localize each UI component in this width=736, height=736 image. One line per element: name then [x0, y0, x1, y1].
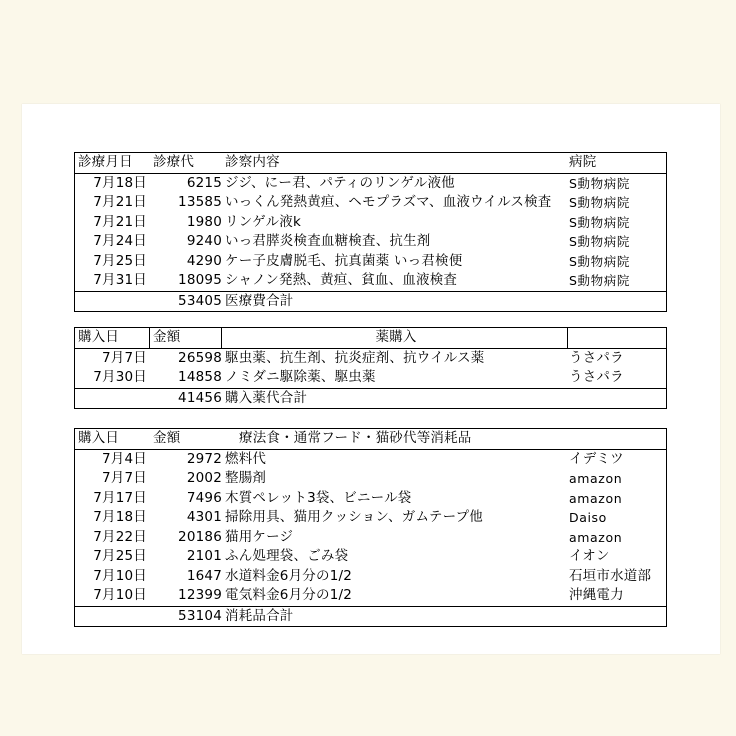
row-shop: amazon: [569, 529, 623, 545]
table-row: [75, 450, 666, 470]
row-description: リンゲル液k: [225, 213, 301, 230]
total-label: 消耗品合計: [225, 607, 294, 624]
row-shop: amazon: [569, 471, 623, 486]
row-shop: S動物病院: [569, 253, 630, 269]
header-date: 購入日: [78, 430, 120, 446]
row-description: 水道料金6月分の1/2: [225, 567, 353, 584]
table-row: [75, 567, 666, 587]
row-description: 燃料代: [225, 450, 267, 467]
table-total-row: [75, 388, 666, 408]
header-date: 診療月日: [78, 154, 133, 170]
table-row: [75, 349, 666, 369]
row-amount: 6215: [186, 174, 222, 191]
row-description: シャノン発熱、黄疸、貧血、血液検査: [225, 272, 458, 288]
row-date: 7月17日: [93, 489, 147, 506]
row-amount: 4290: [186, 252, 222, 269]
row-description: 駆虫薬、抗生剤、抗炎症剤、抗ウイルス薬: [225, 349, 485, 366]
header-fee: 診療代: [153, 154, 195, 170]
row-shop: イオン: [569, 548, 610, 564]
table-header: [75, 328, 666, 349]
row-shop: S動物病院: [569, 273, 630, 288]
table-total-row: [75, 291, 666, 311]
row-date: 7月25日: [93, 548, 147, 564]
row-description: ふん処理袋、ごみ袋: [225, 548, 349, 564]
row-date: 7月10日: [93, 567, 147, 584]
row-description: ノミダニ駆除薬、駆虫薬: [225, 369, 376, 385]
row-amount: 13585: [178, 194, 222, 210]
row-date: 7月24日: [93, 233, 147, 249]
row-date: 7月31日: [93, 272, 147, 288]
table-row: [75, 469, 666, 489]
row-amount: 1647: [186, 567, 222, 584]
table-row: [75, 528, 666, 548]
row-description: 電気料金6月分の1/2: [225, 587, 353, 603]
row-shop: amazon: [569, 490, 623, 506]
row-shop: 石垣市水道部: [569, 567, 652, 584]
supplies-table: [74, 428, 667, 627]
header-title: 薬購入: [375, 329, 417, 345]
row-date: 7月30日: [93, 369, 147, 385]
header-amount: 金額: [153, 329, 181, 345]
table-header: [75, 429, 666, 450]
table-total-row: [75, 606, 666, 626]
row-shop: S動物病院: [569, 195, 630, 210]
row-description: 整腸剤: [225, 470, 267, 486]
medicine-purchase-table: [74, 327, 667, 409]
row-date: 7月21日: [93, 213, 147, 230]
row-shop: S動物病院: [569, 175, 630, 191]
row-date: 7月25日: [93, 252, 147, 269]
table-header: [75, 153, 666, 174]
table-row: [75, 489, 666, 509]
row-date: 7月4日: [102, 450, 147, 467]
row-amount: 20186: [178, 528, 222, 545]
table-row: [75, 213, 666, 233]
table-row: [75, 547, 666, 567]
row-shop: 沖縄電力: [569, 587, 624, 603]
row-amount: 9240: [186, 233, 222, 249]
header-amount: 金額: [153, 430, 181, 446]
row-date: 7月18日: [93, 509, 147, 525]
row-date: 7月7日: [102, 349, 147, 366]
table-row: [75, 174, 666, 194]
total-label: 購入薬代合計: [225, 389, 308, 406]
row-amount: 26598: [178, 349, 222, 366]
row-amount: 12399: [178, 587, 222, 603]
row-amount: 7496: [186, 489, 222, 506]
row-date: 7月21日: [93, 194, 147, 210]
medical-expenses-table: [74, 152, 667, 312]
total-amount: 53104: [178, 607, 222, 624]
table-row: [75, 368, 666, 388]
table-row: [75, 232, 666, 252]
row-description: いっくん発熱黄疸、ヘモプラズマ、血液ウイルス検査: [225, 194, 552, 210]
row-amount: 2101: [186, 548, 222, 564]
row-description: 木質ペレット3袋、ビニール袋: [225, 489, 412, 506]
row-description: ジジ、にー君、パティのリンゲル液他: [225, 174, 455, 191]
header-date: 購入日: [78, 329, 120, 345]
row-date: 7月22日: [93, 528, 147, 545]
total-amount: 53405: [178, 292, 222, 309]
table-row: [75, 508, 666, 528]
total-amount: 41456: [178, 389, 222, 406]
header-title: 療法食・通常フード・猫砂代等消耗品: [239, 430, 472, 446]
total-label: 医療費合計: [225, 292, 294, 309]
row-shop: Daiso: [569, 510, 607, 525]
table-row: [75, 193, 666, 213]
table-row: [75, 252, 666, 272]
row-shop: S動物病院: [569, 234, 630, 249]
column-divider: [221, 328, 222, 348]
row-date: 7月18日: [93, 174, 147, 191]
row-amount: 2002: [186, 470, 222, 486]
column-divider: [149, 328, 150, 348]
row-description: 猫用ケージ: [225, 528, 294, 545]
row-amount: 2972: [186, 450, 222, 467]
row-amount: 18095: [178, 272, 222, 288]
row-amount: 4301: [186, 509, 222, 525]
row-amount: 1980: [186, 213, 222, 230]
table-row: [75, 586, 666, 606]
row-date: 7月7日: [102, 470, 147, 486]
row-shop: うさパラ: [569, 349, 624, 366]
header-content: 診察内容: [225, 154, 280, 170]
row-amount: 14858: [178, 369, 222, 385]
row-description: 掃除用具、猫用クッション、ガムテープ他: [225, 509, 484, 525]
header-hospital: 病院: [569, 154, 597, 170]
table-row: [75, 271, 666, 291]
row-description: ケー子皮膚脱毛、抗真菌薬 いっ君検便: [225, 252, 463, 269]
row-shop: イデミツ: [569, 450, 624, 467]
row-shop: うさパラ: [569, 369, 624, 385]
row-shop: S動物病院: [569, 214, 630, 230]
row-date: 7月10日: [93, 587, 147, 603]
row-description: いっ君膵炎検査血糖検査、抗生剤: [225, 233, 431, 249]
column-divider: [567, 328, 568, 348]
